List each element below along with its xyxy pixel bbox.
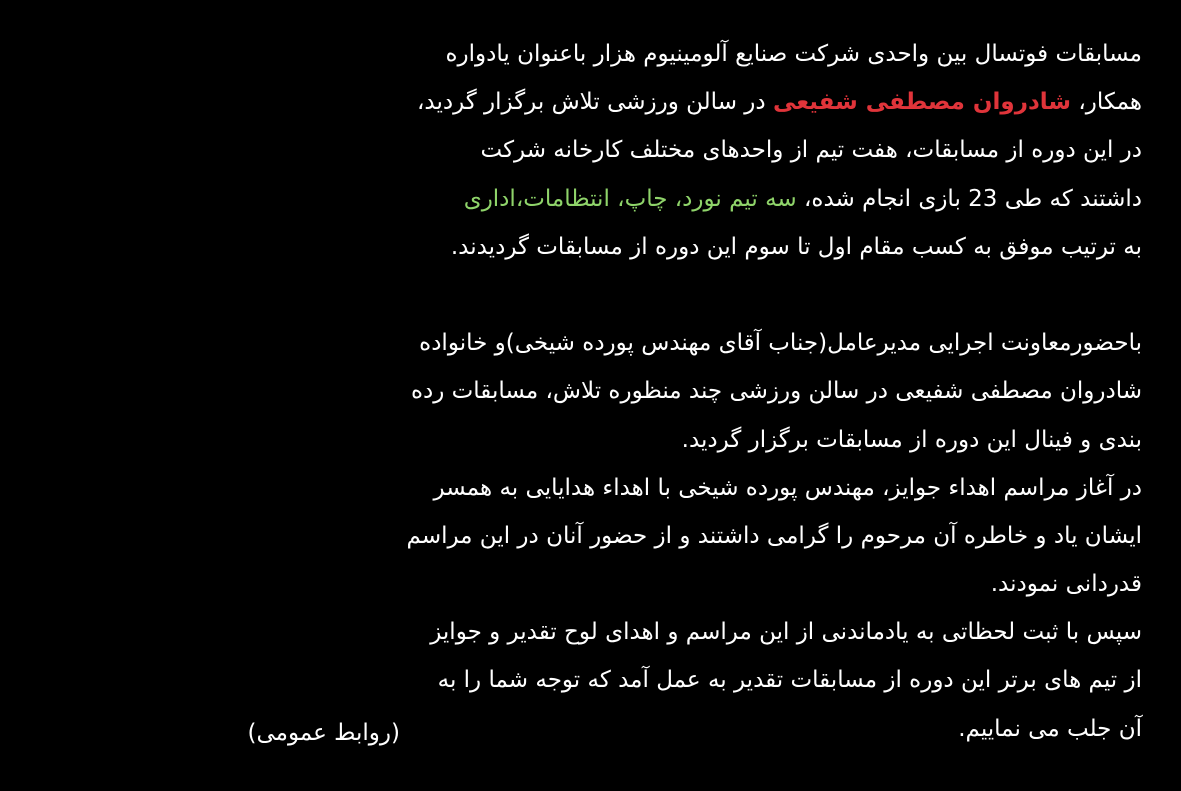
- paragraph-2-line-4: در آغاز مراسم اهداء جوایز، مهندس پورده شیخی با اهداء هدایایی به همسر: [433, 474, 1142, 501]
- line-2-end: در سالن ورزشی تلاش برگزار گردید،: [416, 89, 773, 116]
- paragraph-1-line-5: به ترتیب موفق به کسب مقام اول تا سوم این دوره از مسابقات گردیدند.: [450, 233, 1142, 260]
- paragraph-2-line-1: باحضورمعاونت اجرایی مدیرعامل(جناب آقای مهندس پورده شیخی)و خانواده: [419, 330, 1142, 357]
- games-count: 23: [968, 185, 998, 212]
- paragraph-2: [40, 319, 1142, 753]
- news-article: [40, 30, 1142, 753]
- paragraph-2-line-9: آن جلب می نماییم.: [958, 715, 1142, 742]
- highlighted-name: شادروان مصطفی شفیعی: [772, 89, 1072, 116]
- paragraph-1: [40, 30, 1142, 271]
- winning-teams: سه تیم نورد، چاپ، انتظامات،اداری: [463, 185, 797, 212]
- paragraph-2-line-5: ایشان یاد و خاطره آن مرحوم را گرامی داشتند و از حضور آنان در این مراسم: [406, 522, 1142, 549]
- line-2-start: همکار،: [1071, 89, 1142, 116]
- paragraph-2-line-8: از تیم های برتر این دوره از مسابقات تقدیر به عمل آمد که توجه شما را به: [437, 667, 1142, 694]
- line-4-start: داشتند که طی: [997, 185, 1142, 212]
- line-4-mid: بازی انجام شده،: [796, 185, 969, 212]
- paragraph-gap: [40, 271, 1142, 319]
- paragraph-1-line-2: [40, 78, 1142, 126]
- paragraph-2-line-2: شادروان مصطفی شفیعی در سالن ورزشی چند منظوره تلاش، مسابقات رده: [410, 378, 1142, 405]
- paragraph-1-line-4: [40, 175, 1142, 223]
- paragraph-2-line-3: بندی و فینال این دوره از مسابقات برگزار گردید.: [681, 426, 1142, 453]
- paragraph-2-line-7: سپس با ثبت لحظاتی به یادماندنی از این مراسم و اهدای لوح تقدیر و جوایز: [430, 619, 1142, 646]
- paragraph-1-line-1: مسابقات فوتسال بین واحدی شرکت صنایع آلومینیوم هزار باعنوان یادواره: [445, 41, 1142, 67]
- paragraph-1-line-3: در این دوره از مسابقات، هفت تیم از واحدهای مختلف کارخانه شرکت: [480, 137, 1142, 164]
- paragraph-2-line-6: قدردانی نمودند.: [990, 571, 1142, 598]
- signature: (روابط عمومی): [247, 720, 400, 746]
